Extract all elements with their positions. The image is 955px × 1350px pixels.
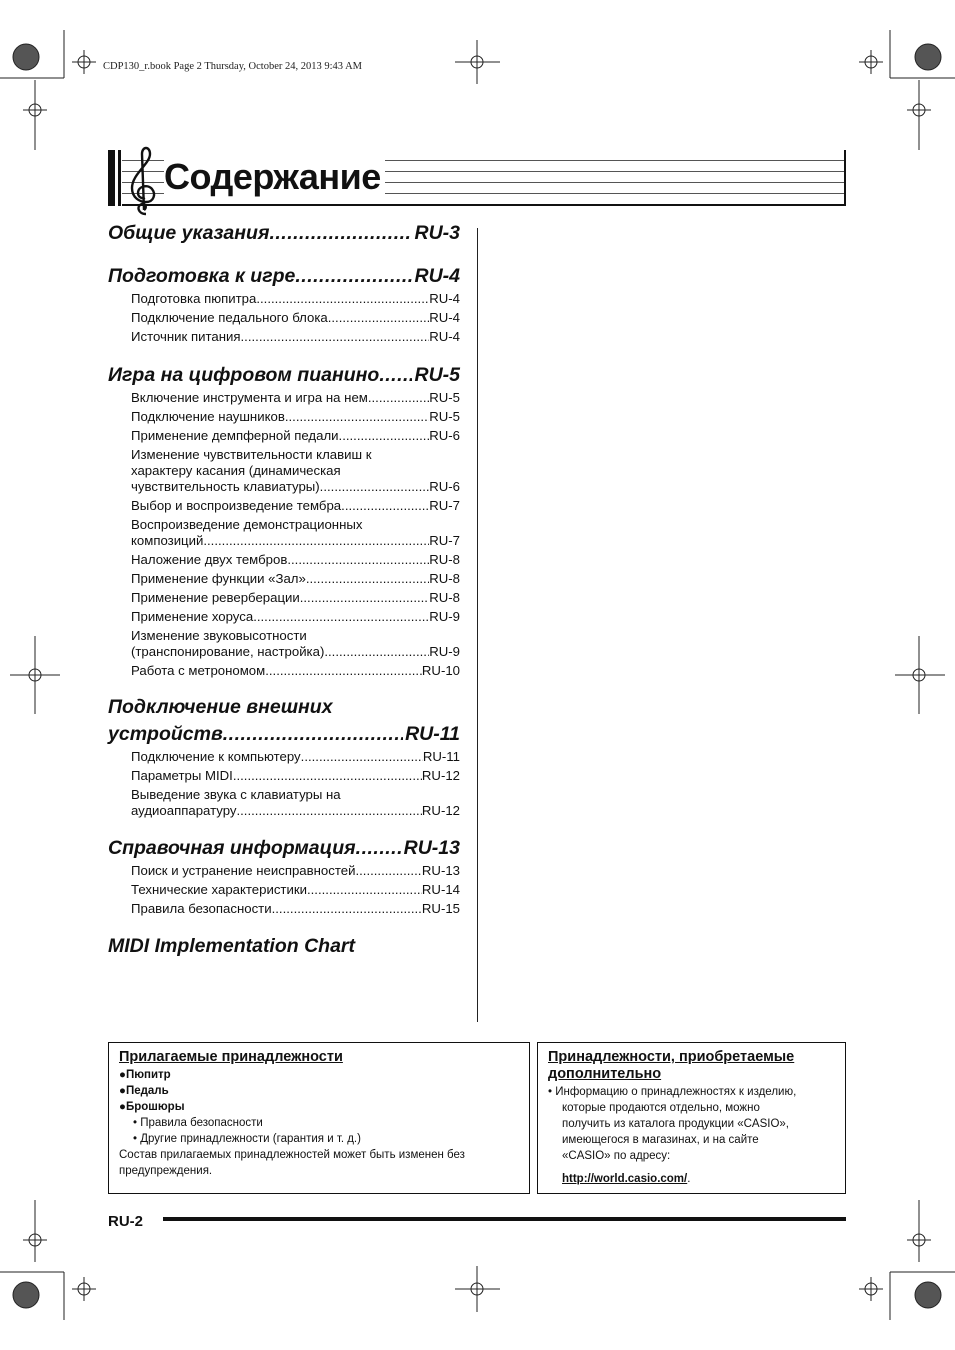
toc-item[interactable]: Технические характеристики ..... RU-14: [131, 882, 460, 898]
list-item: ●Брошюры: [119, 1101, 185, 1113]
toc-item[interactable]: Подготовка пюпитра ..... RU-4: [131, 291, 460, 307]
box-text: «CASIO» по адресу:: [562, 1150, 671, 1162]
box-heading: Принадлежности, приобретаемые: [548, 1049, 795, 1065]
toc-item[interactable]: Воспроизведение демонстрационных композиций ..... RU-7: [131, 517, 460, 549]
print-header-line: CDP130_r.book Page 2 Thursday, October 24, 2013 9:43 AM: [103, 61, 362, 72]
toc-item[interactable]: Применение реверберации ..... RU-8: [131, 590, 460, 606]
toc-item[interactable]: Подключение наушников ..... RU-5: [131, 409, 460, 425]
toc-item[interactable]: Изменение звуковысотности (транспонирование, настройка) ..... RU-9: [131, 628, 460, 660]
footer-rule: [163, 1217, 846, 1221]
toc-item[interactable]: Источник питания ..... RU-4: [131, 329, 460, 345]
toc-item[interactable]: Включение инструмента и игра на нем ..... RU-5: [131, 390, 460, 406]
toc-item[interactable]: Параметры MIDI ..... RU-12: [131, 768, 460, 784]
optional-accessories-box: [537, 1042, 846, 1194]
toc-item[interactable]: Применение демпферной педали ..... RU-6: [131, 428, 460, 444]
toc-item[interactable]: Подключение к компьютеру ..... RU-11: [131, 749, 460, 765]
box-text: имеющегося в магазинах, и на сайте: [562, 1134, 759, 1146]
title-block: [108, 150, 846, 206]
page-number: RU-2: [108, 1213, 144, 1230]
link-period: .: [687, 1173, 691, 1185]
toc-section[interactable]: Справочная информация ..... RU-13: [108, 835, 460, 862]
toc-item[interactable]: Правила безопасности ..... RU-15: [131, 901, 460, 917]
column-divider: [477, 228, 478, 1022]
toc-section[interactable]: Игра на цифровом пианино ..... RU-5: [108, 362, 460, 389]
list-item: ●Педаль: [119, 1085, 169, 1097]
box-heading: дополнительно: [548, 1066, 662, 1082]
included-accessories-box: [108, 1042, 530, 1194]
toc-item[interactable]: Применение хоруса ..... RU-9: [131, 609, 460, 625]
toc-item[interactable]: Работа с метрономом ..... RU-10: [131, 663, 460, 679]
page-title: Содержание: [164, 154, 385, 200]
list-item: • Другие принадлежности (гарантия и т. д.): [133, 1133, 361, 1145]
casio-website-link[interactable]: http://world.casio.com/: [562, 1173, 688, 1185]
toc-item[interactable]: Выведение звука с клавиатуры на аудиоаппаратуру ..... RU-12: [131, 787, 460, 819]
box-text: получить из каталога продукции «CASIO»,: [562, 1118, 789, 1130]
toc-section[interactable]: Общие указания ..... RU-3: [108, 220, 460, 247]
box-note: предупреждения.: [119, 1165, 213, 1177]
toc-item[interactable]: Поиск и устранение неисправностей ..... RU-13: [131, 863, 460, 879]
toc-section[interactable]: Подготовка к игре ..... RU-4: [108, 263, 460, 290]
box-text: • Информацию о принадлежностях к изделию,: [548, 1086, 797, 1098]
list-item: • Правила безопасности: [133, 1117, 263, 1129]
toc-item[interactable]: Изменение чувствительности клавиш к характеру касания (динамическая чувствительность клавиатуры) ..... RU-6: [131, 447, 460, 495]
toc-item[interactable]: Применение функции «Зал» ..... RU-8: [131, 571, 460, 587]
toc-item[interactable]: Выбор и воспроизведение тембра ..... RU-7: [131, 498, 460, 514]
table-of-contents: [108, 220, 460, 960]
toc-item[interactable]: Наложение двух тембров ..... RU-8: [131, 552, 460, 568]
box-heading: Прилагаемые принадлежности: [119, 1049, 343, 1065]
treble-clef-icon: [126, 144, 160, 216]
toc-item[interactable]: Подключение педального блока ..... RU-4: [131, 310, 460, 326]
list-item: ●Пюпитр: [119, 1069, 171, 1081]
box-note: Состав прилагаемых принадлежностей может быть изменен без: [119, 1149, 465, 1161]
toc-section[interactable]: MIDI Implementation Chart: [108, 935, 356, 957]
box-text: которые продаются отдельно, можно: [562, 1102, 760, 1114]
toc-section[interactable]: Подключение внешних устройств ..... RU-11: [108, 694, 460, 748]
